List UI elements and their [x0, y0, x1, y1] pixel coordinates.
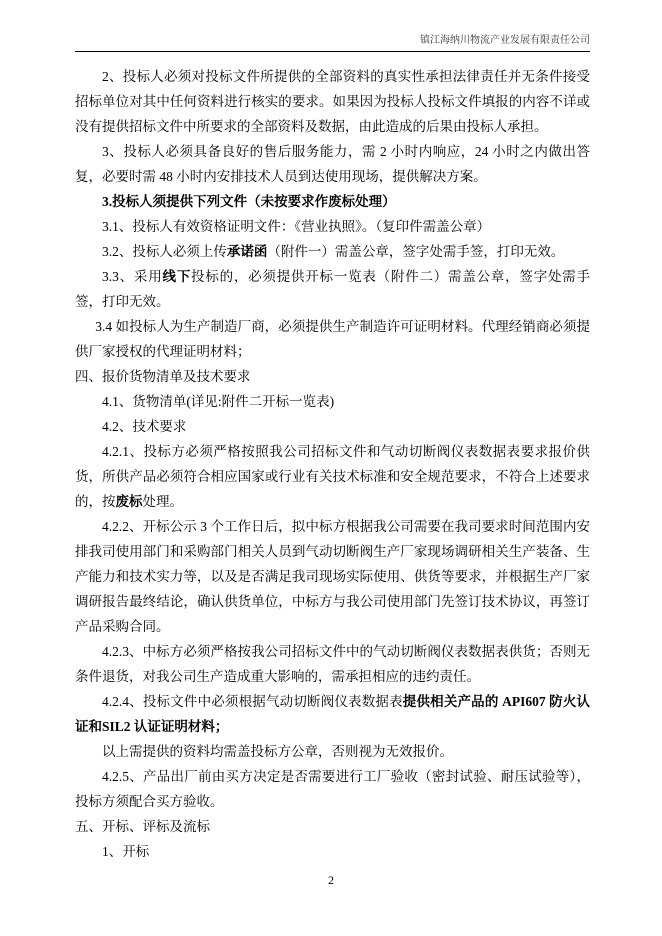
text-run: 4.2.2、开标公示 3 个工作日后，拟中标方根据我公司需要在我司要求时间范围内安排我司使用部门和采购部门相关人员到气动切断阀生产厂家现场调研相关生产装备、生产能力和技术实力等，以及是否满足我司现场实际使用、供货等要求，并根据生产厂家调研报告最终结论，确认供货单位，中标方与我公司使用部门先签订技术协议，再签订产品采购合同。: [75, 519, 590, 634]
text-run: 3.投标人须提供下列文件: [102, 194, 248, 209]
text-run: 4.2、技术要求: [102, 419, 187, 434]
text-run: 四、报价货物清单及技术要求: [75, 369, 251, 384]
text-run: 需盖公章，签字处需手签，打印无效。: [75, 269, 591, 309]
text-run: 线下: [162, 269, 192, 284]
paragraph: [75, 764, 590, 814]
paragraph: [75, 189, 590, 214]
text-run: 3、投标人必须具备良好的售后服务能力，需 2 小时内响应，24 小时之内做出答复，必要时需 48 小时内安排技术人员到达使用现场，提供解决方案。: [75, 144, 590, 184]
text-run: 承诺函: [226, 244, 268, 259]
paragraph: [75, 264, 590, 314]
text-run: 无效: [385, 744, 413, 759]
text-run: 《营业执照》: [294, 219, 362, 234]
paragraph: [75, 839, 590, 864]
text-run: 3.3、采用: [102, 269, 163, 284]
text-run: 五、开标、评标及流标: [75, 819, 210, 834]
text-run: 4.2.5、产品出厂前由买方决定是否需要进行工厂验收（密封试验、耐压试验等），投标方须配合买方验收。: [75, 769, 590, 809]
paragraph: [75, 414, 590, 439]
paragraph: [75, 639, 590, 689]
text-run: 3.1、投标人有效资格证明文件：: [102, 219, 295, 234]
paragraph: [75, 314, 590, 364]
paragraph: [75, 364, 590, 389]
paragraph: [75, 739, 590, 764]
text-run: 投标的，必须提供: [191, 269, 306, 284]
paragraph: [75, 514, 590, 639]
text-run: 2、投标人必须对投标文件所提供的全部资料的真实性承担法律责任并无条件接受招标单位对其中任何资料进行核实的要求。如果因为投标人投标文件填报的内容不详或没有提供招标文件中所要求的全部资料及数据，由此造成的后果由投标人承担。: [75, 69, 590, 134]
text-run: （附件二）: [376, 269, 449, 284]
text-run: 处理。: [142, 494, 183, 509]
paragraph: [75, 139, 590, 189]
text-run: 。: [361, 219, 376, 234]
paragraph: [75, 689, 590, 739]
text-run: 3.4 如投标人为生产制造厂商，必须提供生产制造许可证明材料。代理经销商必须提供厂家授权的代理证明材料；: [75, 319, 590, 359]
text-run: 3.2、投标人必须上传: [102, 244, 227, 259]
paragraph: [75, 439, 590, 514]
text-run: 以上需提供的资料均需盖投标方公章，否则视为: [102, 744, 386, 759]
text-run: 1、开标: [102, 844, 150, 859]
paragraph: [75, 814, 590, 839]
paragraph: [75, 389, 590, 414]
paragraph: [75, 214, 590, 239]
text-run: 4.2.4、投标文件中必须根据气动切断阀仪表数据表: [102, 694, 403, 709]
paragraph: [75, 64, 590, 139]
text-run: （复印件需盖公章）: [375, 219, 491, 234]
text-run: （附件一）: [267, 244, 335, 259]
text-run: 开标一览表: [305, 269, 377, 284]
page-header-company: 镇江海纳川物流产业发展有限责任公司: [75, 34, 590, 52]
text-run: 4.2.3、中标方必须严格按我公司招标文件中的气动切断阀仪表数据表供货；否则无条件退货，对我公司生产造成重大影响的，需承担相应的违约责任。: [75, 644, 590, 684]
text-run: （未按要求作废标处理）: [247, 194, 396, 209]
text-run: 需盖公章，签字处需手签，打印无效。: [334, 244, 565, 259]
text-run: 提供相关产品的 API607 防火认证和SIL2 认证证明材料；: [75, 694, 591, 734]
page-number: 2: [328, 873, 334, 887]
text-run: 4.2.1、投标方必须严格按照我公司招标文件和气动切断阀仪表数据表要求报价供货，所供产品必须符合相应国家或行业有关技术标准和安全规范要求，不符合上述要求的，按: [75, 444, 590, 509]
text-run: 报价。: [412, 744, 453, 759]
paragraph: [75, 239, 590, 264]
text-run: 4.1、货物清单(详见:附件二开标一览表): [102, 394, 335, 409]
document-body: [75, 64, 590, 864]
text-run: 废标: [115, 494, 143, 509]
